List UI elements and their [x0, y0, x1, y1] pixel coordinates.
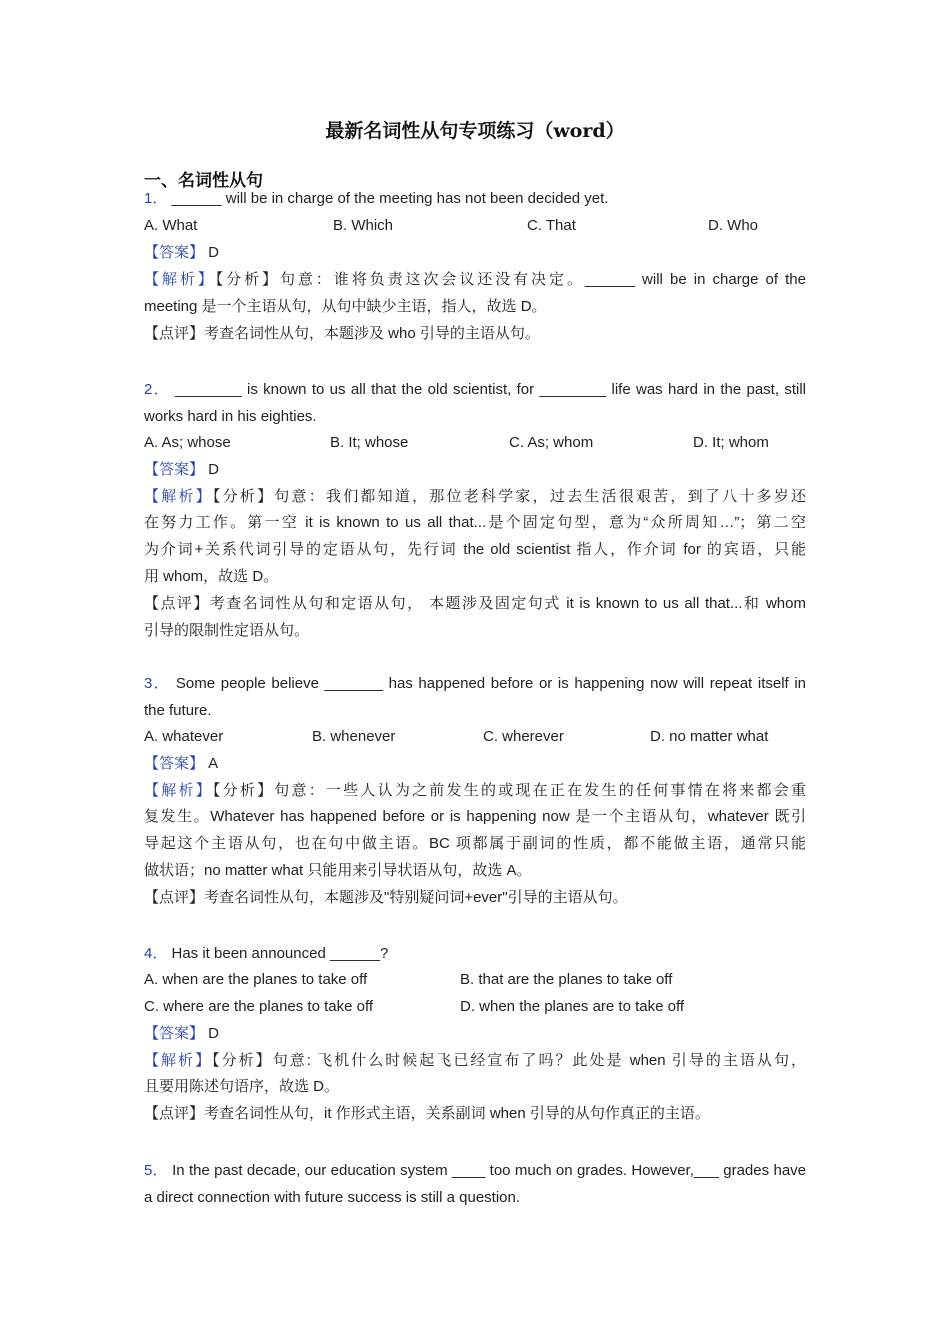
question-4-stem: 4． Has it been announced ______? [144, 945, 389, 962]
option-a: A. As; whose [144, 434, 231, 451]
question-5-stem: 5． In the past decade, our education system ____ too much on grades. However,___ grades have [144, 1162, 807, 1179]
option-a: A. whatever [144, 728, 224, 745]
question-2-analysis-line: 在努力工作。第一空 it is known to us all that...是个固定句型，意为“众所周知…”；第二空 [144, 514, 806, 531]
question-3-answer: 【答案】 A [144, 755, 219, 772]
option-d: D. no matter what [650, 728, 769, 745]
question-2-analysis-line: 用 whom，故选 D。 [144, 568, 279, 585]
question-number: 5． [144, 1162, 168, 1179]
question-5-stem-line: a direct connection with future success is still a question. [144, 1189, 521, 1206]
option-a: A. What [144, 217, 198, 234]
question-1-answer: 【答案】 D [144, 244, 220, 261]
question-1-stem: 1． ______ will be in charge of the meeting has not been decided yet. [144, 190, 609, 207]
question-3-analysis-line: 做状语；no matter what 只能用来引导状语从句，故选 A。 [144, 862, 532, 879]
analysis-tag: 【解析】 [144, 782, 213, 799]
answer-tag: 【答案】 [144, 244, 205, 261]
question-number: 1． [144, 190, 168, 207]
question-3-stem: 3． Some people believe _______ has happened before or is happening now will repeat itself in [144, 675, 807, 692]
option-b: B. that are the planes to take off [460, 971, 673, 988]
answer-tag: 【答案】 [144, 1025, 205, 1042]
question-2-answer: 【答案】 D [144, 461, 220, 478]
question-3-analysis-line: 导起这个主语从句，也在句中做主语。BC 项都属于副词的性质，都不能做主语，通常只能 [144, 835, 806, 852]
question-1-analysis: 【解析】【分析】句意：谁将负责这次会议还没有决定。______ will be in charge of the [144, 271, 806, 288]
question-number: 4． [144, 945, 168, 962]
answer-tag: 【答案】 [144, 461, 205, 478]
option-b: B. whenever [312, 728, 396, 745]
option-d: D. Who [708, 217, 759, 234]
question-4-analysis: 【解析】【分析】句意: 飞机什么时候起飞已经宣布了吗？此处是 when 引导的主语从句， [144, 1052, 806, 1069]
question-4-answer: 【答案】 D [144, 1025, 220, 1042]
question-number: 2． [144, 381, 170, 398]
option-c: C. wherever [483, 728, 564, 745]
option-d: D. when the planes are to take off [460, 998, 685, 1015]
option-c: C. As; whom [509, 434, 594, 451]
question-3-analysis-line: 复发生。Whatever has happened before or is happening now 是一个主语从句，whatever 既引 [144, 808, 806, 825]
answer-tag: 【答案】 [144, 755, 205, 772]
option-b: B. Which [333, 217, 394, 234]
option-c: C. where are the planes to take off [144, 998, 374, 1015]
question-2-stem: 2． ________ is known to us all that the old scientist, for ________ life was hard in the past, still [144, 381, 806, 398]
option-c: C. That [527, 217, 576, 234]
analysis-tag: 【解析】 [144, 1052, 213, 1069]
question-4-comment: 【点评】考查名词性从句，it 作形式主语，关系副词 when 引导的从句作真正的主语。 [144, 1105, 710, 1122]
analysis-tag: 【解析】 [144, 488, 213, 505]
question-2-analysis-line: 为介词+关系代词引导的定语从句，先行词 the old scientist 指人，作介词 for 的宾语，只能 [144, 541, 806, 558]
option-d: D. It; whom [693, 434, 769, 451]
analysis-tag: 【解析】 [144, 271, 216, 288]
question-2-stem-line: works hard in his eighties. [144, 408, 317, 425]
question-2-comment-line: 引导的限制性定语从句。 [144, 622, 310, 639]
document-title: 最新名词性从句专项练习（word） [325, 120, 625, 142]
question-4-analysis-line: 且要用陈述句语序，故选 D。 [144, 1078, 340, 1095]
question-3-analysis: 【解析】【分析】句意：一些人认为之前发生的或现在正在发生的任何事情在将来都会重 [144, 782, 806, 799]
question-2-analysis: 【解析】【分析】句意：我们都知道，那位老科学家，过去生活很艰苦，到了八十多岁还 [144, 488, 806, 505]
question-2-comment: 【点评】考查名词性从句和定语从句， 本题涉及固定句式 it is known to us all that...和 whom [144, 595, 806, 612]
question-1-analysis-line: meeting 是一个主语从句，从句中缺少主语，指人，故选 D。 [144, 298, 547, 315]
question-number: 3． [144, 675, 171, 692]
option-b: B. It; whose [330, 434, 409, 451]
question-3-stem-line: the future. [144, 702, 212, 719]
question-3-comment: 【点评】考查名词性从句，本题涉及"特别疑问词+ever"引导的主语从句。 [144, 889, 628, 906]
question-1-comment: 【点评】考查名词性从句，本题涉及 who 引导的主语从句。 [144, 325, 540, 342]
section-heading: 一、名词性从句 [144, 171, 263, 191]
option-a: A. when are the planes to take off [144, 971, 368, 988]
